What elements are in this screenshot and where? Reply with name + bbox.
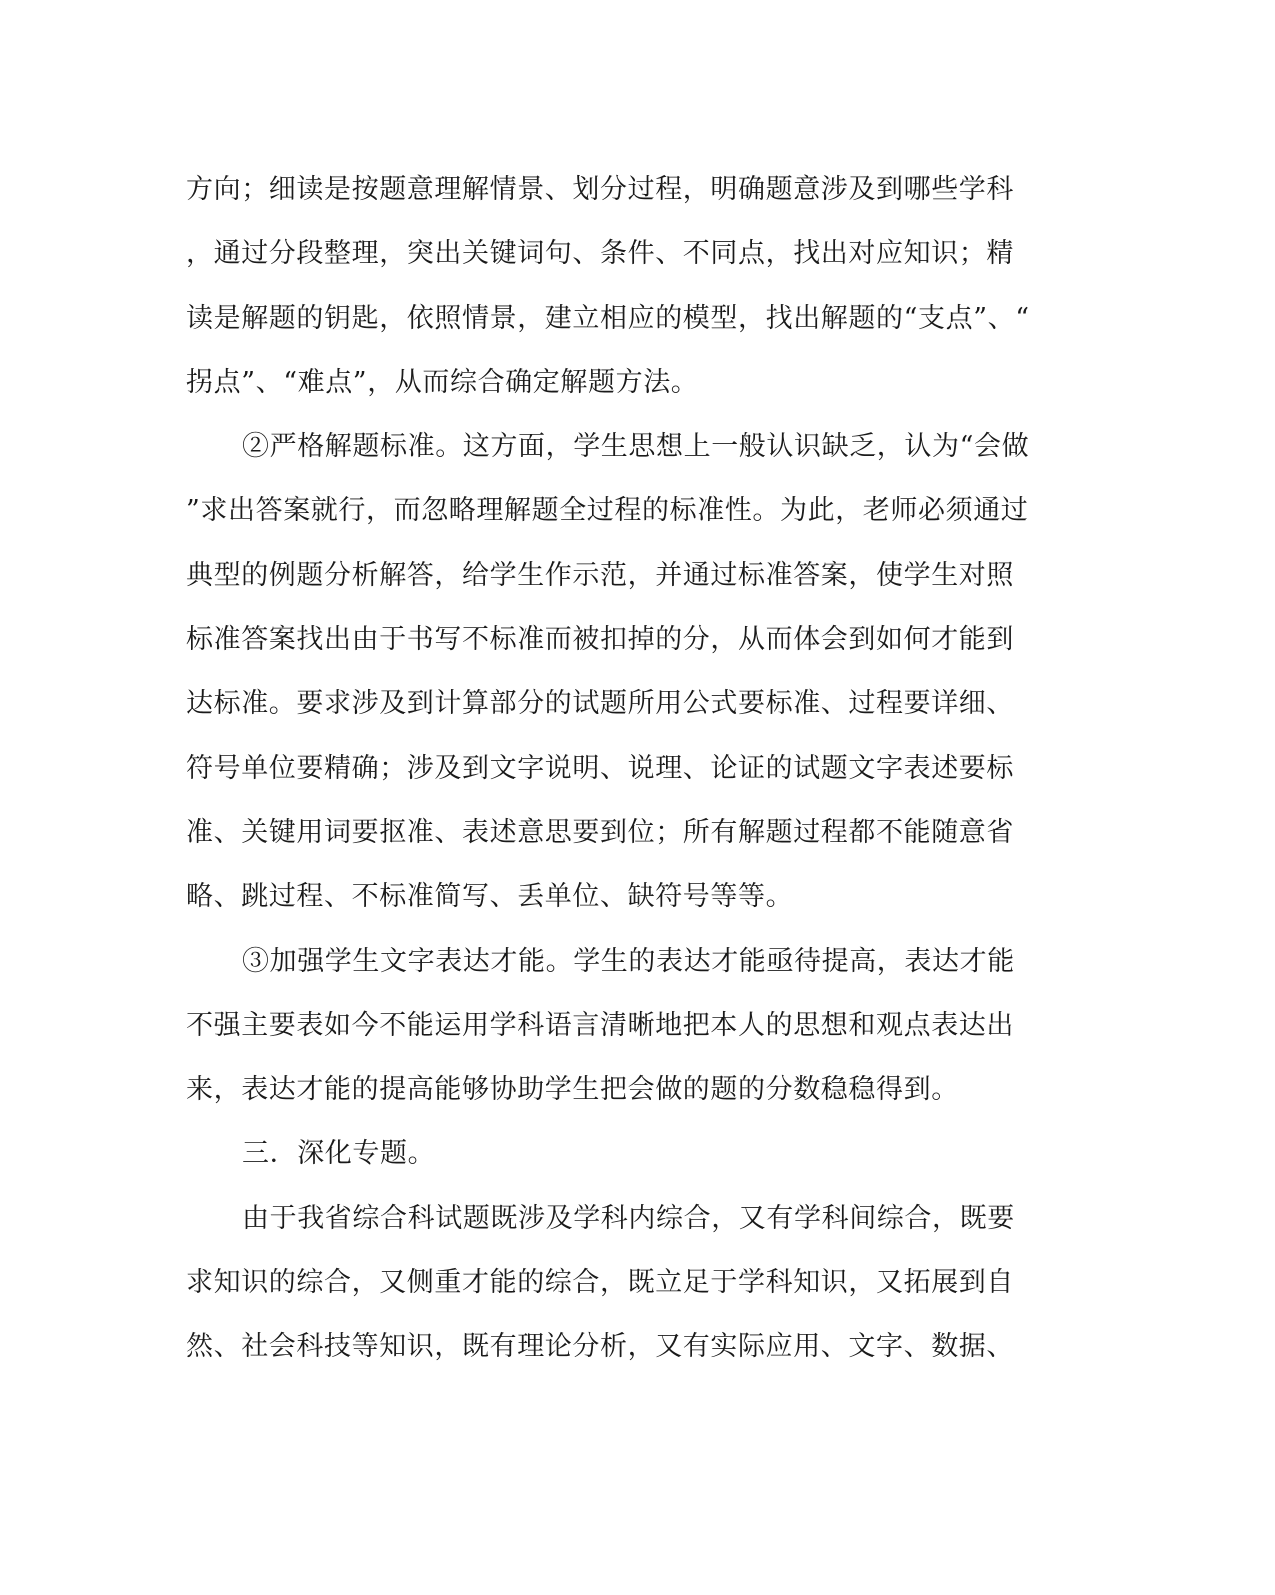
text-line: ，通过分段整理，突出关键词句、条件、不同点，找出对应知识；精 [186,238,1014,270]
text-line: 不强主要表如今不能运用学科语言清晰地把本人的思想和观点表达出 [186,1009,1014,1041]
text-line: 拐点”、“难点”，从而综合确定解题方法。 [186,366,699,398]
text-line: ②严格解题标准。这方面，学生思想上一般认识缺乏，认为“会做 [242,431,1030,463]
text-line: 略、跳过程、不标准简写、丢单位、缺符号等等。 [186,881,794,913]
text-line: 由于我省综合科试题既涉及学科内综合，又有学科间综合，既要 [242,1202,1015,1234]
text-line: 然、社会科技等知识，既有理论分析，又有实际应用、文字、数据、 [186,1331,1014,1363]
text-line: ”求出答案就行，而忽略理解题全过程的标准性。为此，老师必须通过 [186,495,1029,527]
text-line: 来，表达才能的提高能够协助学生把会做的题的分数稳稳得到。 [186,1074,959,1106]
text-line: 方向；细读是按题意理解情景、划分过程，明确题意涉及到哪些学科 [186,174,1014,205]
text-line: 求知识的综合，又侧重才能的综合，既立足于学科知识，又拓展到自 [186,1267,1014,1299]
body-text [186,158,1076,1380]
text-line: 读是解题的钥匙，依照情景，建立相应的模型，找出解题的“支点”、“ [186,302,1030,334]
text-line: 符号单位要精确；涉及到文字说明、说理、论证的试题文字表述要标 [186,752,1014,784]
text-line: 达标准。要求涉及到计算部分的试题所用公式要标准、过程要详细、 [186,688,1014,720]
text-line: ③加强学生文字表达才能。学生的表达才能亟待提高，表达才能 [242,945,1015,977]
section-heading: 三．深化专题。 [242,1138,436,1170]
text-line: 准、关键用词要抠准、表述意思要到位；所有解题过程都不能随意省 [186,816,1014,848]
text-line: 典型的例题分析解答，给学生作示范，并通过标准答案，使学生对照 [186,559,1014,591]
text-line: 标准答案找出由于书写不标准而被扣掉的分，从而体会到如何才能到 [186,624,1014,656]
